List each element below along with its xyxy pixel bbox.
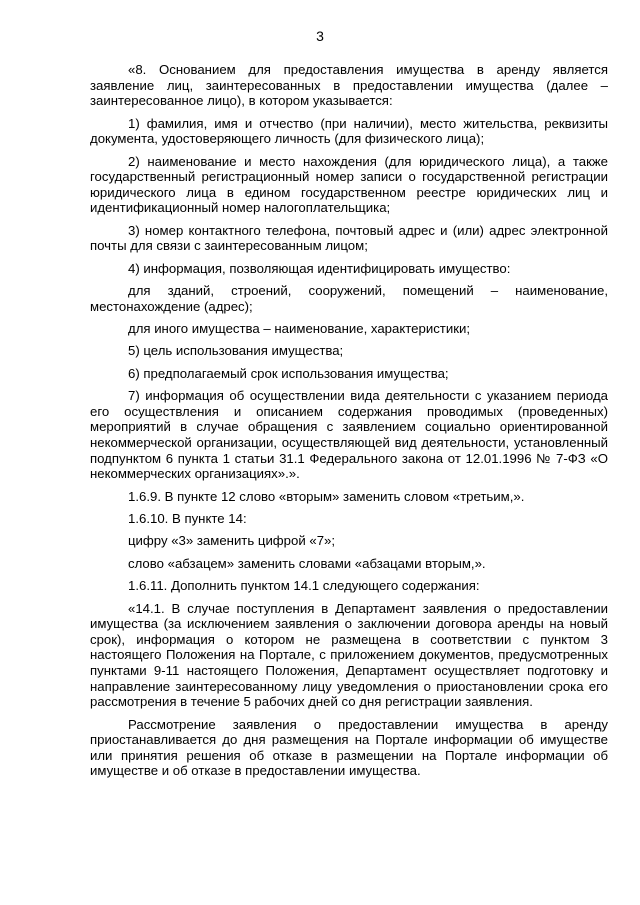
paragraph-subitem-5: 5) цель использования имущества; <box>128 343 344 359</box>
paragraph-suspension: Рассмотрение заявления о предоставлении имущества в аренду приостанавливается до дня размещения на Портале информации об имуществе или принятия решения об отказе в размещении на Портале информации об имуществе и об отказе в предоставлении имущества. <box>90 716 608 779</box>
paragraph-subitem-7: 7) информация об осуществлении вида деятельности с указанием периода его осуществления и описанием содержания проводимых (проведенных) мероприятий в случае обращения с заявлением социально ориентированной некоммерческой организации, осуществляющей вид деятельности, установленный подпунктом 6 пункта 1 статьи 31.1 Федерального закона от 12.01.1996 № 7-ФЗ «О некоммерческих организациях».». <box>90 388 608 482</box>
paragraph-subitem-6: 6) предполагаемый срок использования имущества; <box>128 365 449 381</box>
paragraph-1-6-10: 1.6.10. В пункте 14: <box>128 511 247 527</box>
paragraph-subitem-1: 1) фамилия, имя и отчество (при наличии), место жительства, реквизиты документа, удостоверяющего личность (для физического лица); <box>90 115 608 147</box>
paragraph-subitem-3: 3) номер контактного телефона, почтовый адрес и (или) адрес электронной почты для связи с заинтересованным лицом; <box>90 222 608 254</box>
paragraph-1-6-11: 1.6.11. Дополнить пунктом 14.1 следующего содержания: <box>128 578 480 594</box>
paragraph-item-8-intro: «8. Основанием для предоставления имущества в аренду является заявление лиц, заинтересованных в предоставлении имущества (далее – заинтересованное лицо), в котором указывается: <box>90 62 608 109</box>
paragraph-subitem-4: 4) информация, позволяющая идентифицировать имущество: <box>128 260 511 276</box>
paragraph-buildings: для зданий, строений, сооружений, помещений – наименование, местонахождение (адрес); <box>90 283 608 314</box>
paragraph-subitem-2: 2) наименование и место нахождения (для юридического лица), а также государственный регистрационный номер записи о государственной регистрации юридического лица в едином государственном реестре юридических лиц и идентификационный номер налогоплательщика; <box>90 153 608 216</box>
document-body <box>90 62 608 786</box>
paragraph-item-14-1: «14.1. В случае поступления в Департамент заявления о предоставлении имущества (за исключением заявления о заключении договора аренды на новый срок), информация о котором не размещена в соответствии с пунктом 3 настоящего Положения на Портале, с приложением документов, предусмотренных пунктами 9-11 настоящего Положения, Департамент осуществляет подготовку и направление заинтересованному лицу уведомления о приостановлении срока его рассмотрения в течение 5 рабочих дней со дня регистрации заявления. <box>90 600 608 710</box>
paragraph-digit-replace: цифру «3» заменить цифрой «7»; <box>128 533 336 549</box>
paragraph-other-property: для иного имущества – наименование, характеристики; <box>128 321 470 337</box>
paragraph-1-6-9: 1.6.9. В пункте 12 слово «вторым» заменить словом «третьим,». <box>128 488 525 504</box>
page-number: 3 <box>316 28 324 44</box>
paragraph-word-replace: слово «абзацем» заменить словами «абзацами вторым,». <box>128 555 486 571</box>
